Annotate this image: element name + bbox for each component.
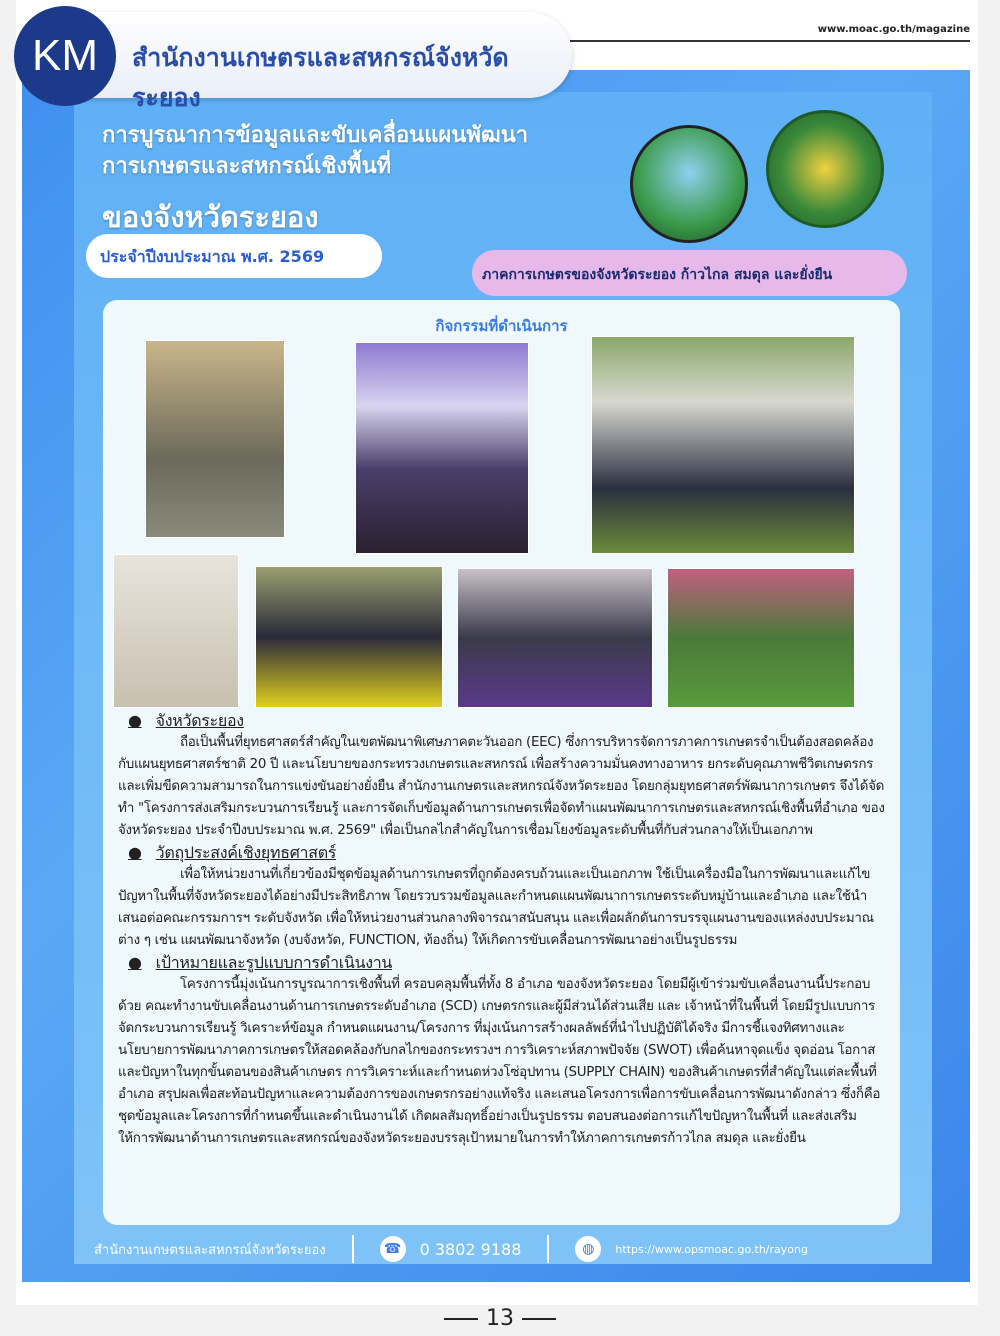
- activity-photo: [667, 568, 855, 708]
- globe-icon: ◍: [575, 1236, 601, 1262]
- section-heading: ● จังหวัดระยอง: [128, 711, 244, 730]
- activity-photo: [591, 336, 855, 554]
- section-text: ถือเป็นพื้นที่ยุทธศาสตร์สำคัญในเขตพัฒนาพิเศษภาคตะวันออก (EEC) ซึ่งการบริหารจัดการภาคการเกษตรจำเป็นต้องสอดคล้องกับแผนยุทธศาสตร์ชาติ 20 ปี และนโยบายของกระทรวงเกษตรและสหกรณ์ เพื่อสร้างความมั่นคงทางอาหาร ยกระดับคุณภาพชีวิตเกษตรกร และเพิ่มขีดความสามารถในการแข่งขันอย่างยั่งยืน สำนักงานเกษตรและสหกรณ์จังหวัดระยอง โดยกลุ่มยุทธศาสตร์พัฒนาการเกษตร จึงได้จัดทำ "โครงการส่งเสริมกระบวนการเรียนรู้ และการจัดเก็บข้อมูลด้านการเกษตรเพื่อจัดทำแผนพัฒนาการเกษตรและสหกรณ์เชิงพื้นที่อำเภอ ของจังหวัดระยอง ประจำปีงบประมาณ พ.ศ. 2569" เพื่อเป็นกลไกสำคัญในการเชื่อมโยงข้อมูลระดับพื้นที่กับส่วนกลางให้เป็นเอกภาพ: [118, 735, 885, 838]
- office-header: สำนักงานเกษตรและสหกรณ์จังหวัดระยอง: [60, 12, 572, 98]
- section-text: โครงการนี้มุ่งเน้นการบูรณาการเชิงพื้นที่ ครอบคลุมพื้นที่ทั้ง 8 อำเภอ ของจังหวัดระยอง โดยมีผู้เข้าร่วมขับเคลื่อนงานนี้ประกอบด้วย คณะทำงานขับเคลื่อนงานด้านการเกษตรระดับอำเภอ (SCD) เกษตรกรและผู้มีส่วนได้ส่วนเสีย และ เจ้าหน้าที่ในพื้นที่ โดยมีรูปแบบการจัดกระบวนการเรียนรู้ วิเคราะห์ข้อมูล กำหนดแผนงาน/โครงการ ที่มุ่งเน้นการสร้างผลลัพธ์ที่นำไปปฏิบัติได้จริง มีการชี้แจงทิศทางและนโยบายการพัฒนาภาคการเกษตรให้สอดคล้องกับกลไกของกระทรวงฯ การวิเคราะห์สภาพปัจจัย (SWOT) เพื่อค้นหาจุดแข็ง จุดอ่อน โอกาส และปัญหาในทุกขั้นตอนของสินค้าเกษตร การวิเคราะห์และกำหนดห่วงโซ่อุปทาน (SUPPLY CHAIN) ของสินค้าเกษตรที่สำคัญในแต่ละพื้นที่อำเภอ สรุปผลเพื่อสะท้อนปัญหาและความต้องการของเกษตรกรอย่างแท้จริง และเสนอโครงการเพื่อการขับเคลื่อนการพัฒนาดังกล่าว ซึ่งก็คือชุดข้อมูลและโครงการที่กำหนดขึ้นและดำเนินงานได้ เกิดผลสัมฤทธิ์อย่างเป็นรูปธรรม ตอบสนองต่อการแก้ไขปัญหาในพื้นที่ และส่งเสริมให้การพัฒนาด้านการเกษตรและสหกรณ์ของจังหวัดระยองบรรลุเป้าหมายในการทำให้ภาคการเกษตรก้าวไกล สมดุล และยั่งยืน: [118, 977, 881, 1146]
- header-divider: [570, 40, 970, 42]
- phone-icon: ☎: [380, 1236, 406, 1262]
- rayong-emblem-icon: [630, 125, 748, 243]
- fiscal-year-badge: ประจำปีงบประมาณ พ.ศ. 2569: [86, 234, 382, 278]
- footer-website[interactable]: https://www.opsmoac.go.th/rayong: [615, 1242, 808, 1256]
- activities-title: กิจกรรมที่ดำเนินการ: [435, 317, 568, 335]
- page-number: 13: [0, 1306, 1000, 1331]
- article-body: [118, 710, 888, 1150]
- slogan-badge: ภาคการเกษตรของจังหวัดระยอง ก้าวไกล สมดุล และยั่งยืน: [472, 250, 907, 296]
- page-title: การบูรณาการข้อมูลและขับเคลื่อนแผนพัฒนา การเกษตรและสหกรณ์เชิงพื้นที่: [102, 123, 529, 179]
- activity-photo: [113, 554, 239, 708]
- activity-photo: [355, 342, 529, 554]
- km-logo: KM: [14, 6, 116, 106]
- content-panel: [103, 300, 900, 1225]
- section-heading: ● วัตถุประสงค์เชิงยุทธศาสตร์: [128, 843, 337, 862]
- section-text: เพื่อให้หน่วยงานที่เกี่ยวข้องมีชุดข้อมูลด้านการเกษตรที่ถูกต้องครบถ้วนและเป็นเอกภาพ ใช้เป็นเครื่องมือในการพัฒนาและแก้ไขปัญหาในพื้นที่จังหวัดระยองได้อย่างมีประสิทธิภาพ โดยรวบรวมข้อมูลและกำหนดแผนพัฒนาการเกษตรระดับหมู่บ้านและอำเภอ และใช้นำเสนอต่อคณะกรรมการฯ ระดับจังหวัด เพื่อให้หน่วยงานส่วนกลางพิจารณาสนับสนุน และเพื่อผลักดันการบรรจุแผนงานของแหล่งงบประมาณต่าง ๆ เช่น แผนพัฒนาจังหวัด (งบจังหวัด, FUNCTION, ท้องถิ่น) ให้เกิดการขับเคลื่อนการพัฒนาอย่างเป็นรูปธรรม: [118, 867, 874, 948]
- footer-phone: 0 3802 9188: [419, 1239, 522, 1259]
- magazine-url: www.moac.go.th/magazine: [817, 24, 970, 35]
- activity-photo: [457, 568, 653, 708]
- activity-photo: [255, 566, 443, 708]
- activity-photo: [145, 340, 285, 538]
- page-title-province: ของจังหวัดระยอง: [102, 200, 319, 234]
- ministry-seal-icon: [766, 110, 884, 228]
- section-heading: ● เป้าหมายและรูปแบบการดำเนินงาน: [128, 953, 393, 972]
- footer-office: สำนักงานเกษตรและสหกรณ์จังหวัดระยอง: [94, 1242, 326, 1258]
